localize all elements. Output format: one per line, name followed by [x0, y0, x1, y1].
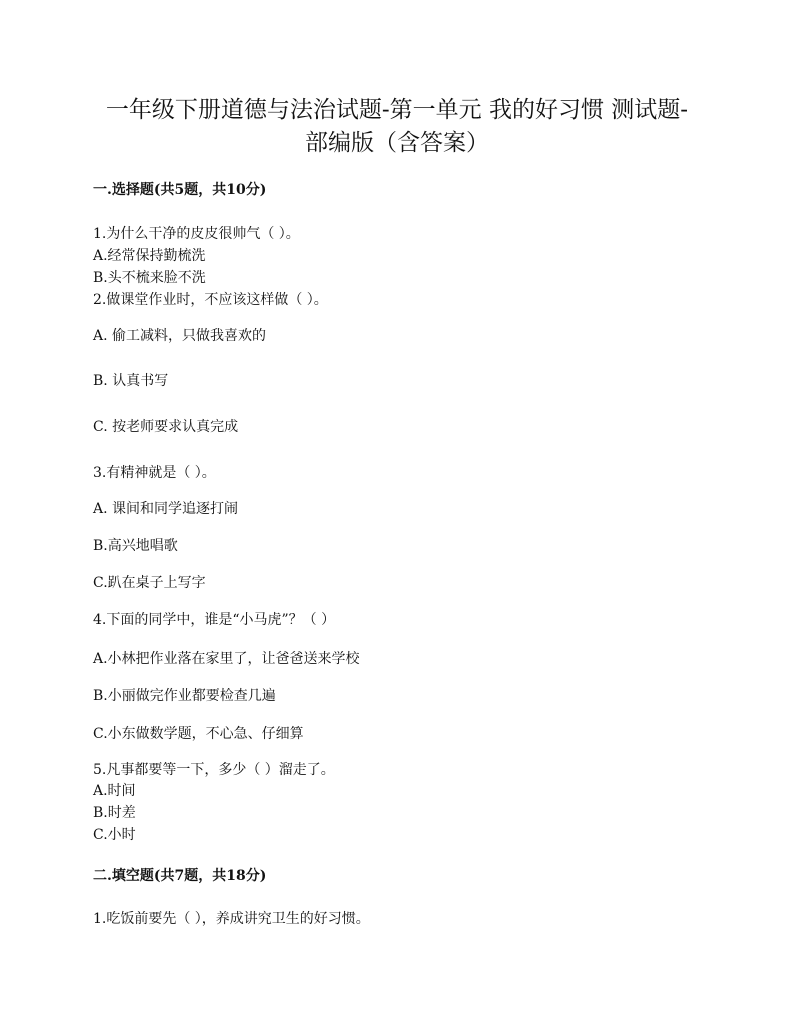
option-5b: B.时差: [93, 805, 136, 821]
option-4c: C.小东做数学题，不心急、仔细算: [93, 726, 304, 742]
question-3: 3.有精神就是（ ）。: [93, 465, 216, 481]
option-5c: C.小时: [93, 827, 136, 843]
question-4: 4.下面的同学中，谁是“小马虎”？（ ）: [93, 612, 336, 628]
option-4a: A.小林把作业落在家里了，让爸爸送来学校: [93, 651, 360, 667]
option-3b: B.高兴地唱歌: [93, 538, 178, 554]
option-3a: A. 课间和同学追逐打闹: [93, 501, 239, 517]
option-1a: A.经常保持勤梳洗: [93, 248, 206, 264]
option-2b: B. 认真书写: [93, 373, 169, 389]
option-5a: A.时间: [93, 783, 136, 799]
option-2c: C. 按老师要求认真完成: [93, 419, 239, 435]
question-1: 1.为什么干净的皮皮很帅气（ ）。: [93, 226, 300, 242]
title-line-1: 一年级下册道德与法治试题-第一单元 我的好习惯 测试题-: [105, 97, 689, 123]
option-3c: C.趴在桌子上写字: [93, 575, 206, 591]
question-5: 5.凡事都要等一下，多少（ ）溜走了。: [93, 762, 335, 778]
section-heading-choice: 一.选择题(共5题，共10分): [93, 182, 267, 198]
fill-question-1: 1.吃饭前要先（ ），养成讲究卫生的好习惯。: [93, 911, 370, 927]
option-4b: B.小丽做完作业都要检查几遍: [93, 688, 276, 704]
option-2a: A. 偷工减料，只做我喜欢的: [93, 328, 267, 344]
title-line-2: 部编版（含答案）: [305, 130, 489, 156]
section-heading-fill: 二.填空题(共7题，共18分): [93, 868, 267, 884]
question-2: 2.做课堂作业时，不应该这样做（ ）。: [93, 292, 328, 308]
option-1b: B.头不梳来脸不洗: [93, 270, 206, 286]
